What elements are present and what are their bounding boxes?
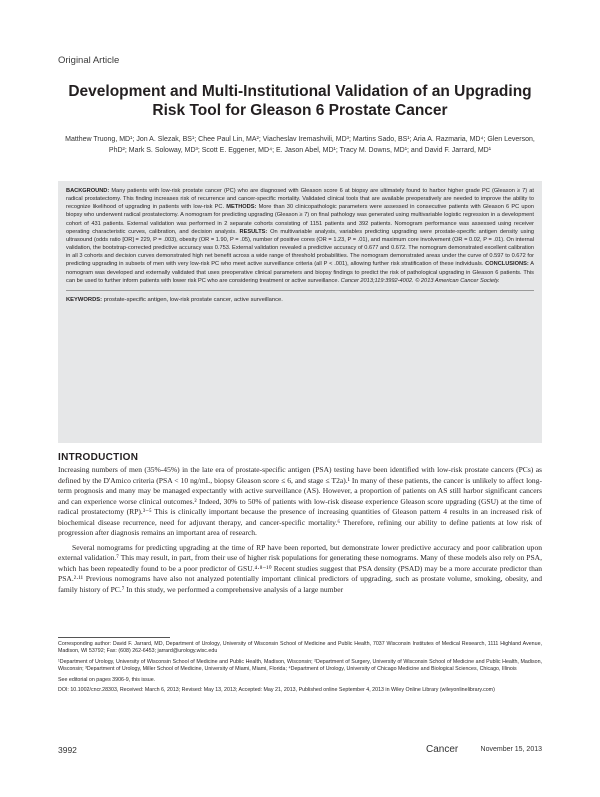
journal-name: Cancer <box>426 744 459 755</box>
abstract-conclusions-label: CONCLUSIONS: <box>485 261 529 268</box>
doi-note: DOI: 10.1002/cncr.28303, Received: March 6, 2013; Revised: May 13, 2013; Accepted: May 21, 2013, Published online September 4, 2013 in Wiley Online Library (wileyonlinelibrary.com) <box>58 687 495 694</box>
issue-date: November 15, 2013 <box>480 746 542 753</box>
keywords-text: prostate-specific antigen, low-risk prostate cancer, active surveillance. <box>103 296 283 303</box>
author-list: Matthew Truong, MD¹; Jon A. Slezak, BS¹; Chee Paul Lin, MA²; Viacheslav Iremashvili, MD³; Martins Sado, BS¹; Aria A. Razmaria, MD⁴; Glen Leverson, PhD²; Mark S. Soloway, MD³; Scott E. Eggener, MD⁴; E. Jason Abel, MD¹; Tracy M. Downs, MD¹; and David F. Jarrard, MD¹ <box>65 136 535 154</box>
introduction-heading: INTRODUCTION <box>58 452 139 463</box>
abstract-text <box>66 187 534 285</box>
introduction-paragraph-1: Increasing numbers of men (35%-45%) in the late era of prostate-specific antigen (PSA) testing have been identified with low-risk prostate cancers (PCs) as defined by the D'Amico criteria (PSA < 10 ng/mL, biopsy Gleason score ≤ 6, and stage ≤ T2a).¹ In many of these patients, the cancer is unlikely to affect long-term prognosis and many may be managed expectantly with active surveillance (AS). However, a proportion of patients on AS still harbor significant cancers and can experience worse clinical outcomes.² Indeed, 30% to 50% of patients with low-risk disease experience Gleason score upgrading (GSU) at the time of radical prostatectomy (RP).³⁻⁵ This is clinically important because the presence of increasing quantities of Gleason pattern 4 results in an increased risk of biochemical disease recurrence, need for adjuvant therapy, and cancer-specific mortality.⁶ Therefore, refining our ability to define patients at low risk of progression after diagnosis remains an important area of research. <box>58 465 542 537</box>
editorial-note: See editorial on pages 3906-9, this issue. <box>58 676 156 683</box>
page-number: 3992 <box>58 745 77 755</box>
introduction-paragraph-2: Several nomograms for predicting upgrading at the time of RP have been reported, but demonstrate lower predictive accuracy and poor calibration upon external validation.⁷ This may result, in part, from their use of higher risk populations for generating these nomograms. Many of these models also rely on PSA, which has been repeatedly found to be a poor predictor of GSU.⁴·⁸⁻¹⁰ Recent studies suggest that PSA density (PSAD) may be a more accurate predictor than PSA.²·¹¹ Previous nomograms have also not analyzed potentially important clinical predictors of upgrading, such as prostate volume, smoking, obesity, and family history of PC.⁷ In this study, we performed a comprehensive analysis of a large number <box>58 542 542 594</box>
footnotes <box>58 641 542 697</box>
abstract-methods: More than 30 clinicopathologic parameters were assessed in consecutive patients with Gleason 6 PC upon biopsy who underwent radical prostatectomy. A nomogram for predicting upgrading (Gleason ≥ 7) on final pathology was generated using multivariable logistic regression in a development cohort of 431 patients. External validation was performed in 2 separate cohorts consisting of 1151 patients and 392 patients. Nomogram performance was assessed using receiver operating characteristic curves, calibration, and decision analysis. <box>66 204 534 235</box>
abstract-methods-label: METHODS: <box>226 204 257 211</box>
article-title: Development and Multi-Institutional Validation of an Upgrading Risk Tool for Gleason 6 Prostate Cancer <box>68 83 532 119</box>
introduction-body <box>58 465 542 595</box>
abstract-citation: Cancer 2013;119:3992-4002. © 2013 American Cancer Society. <box>340 277 500 284</box>
abstract-background: Many patients with low-risk prostate cancer (PC) who are diagnosed with Gleason score 6 at biopsy are ultimately found to harbor higher grade PC (Gleason ≥ 7) at radical prostatectomy. This finding increases risk of recurrence and cancer-specific mortality. Validated clinical tools that are available preoperatively are needed to improve the ability to recognize likelihood of upgrading in patients with low-risk PC. <box>66 188 534 211</box>
corresponding-author-note: Corresponding author: David F. Jarrard, MD, Department of Urology, University of Wisconsin School of Medicine and Public Health, 7037 Wisconsin Institutes of Medical Research, 1111 Highland Avenue, Madison, WI 53792; Fax: (608) 262-6453; jarrard@urology.wisc.edu <box>58 641 542 655</box>
page-footer <box>58 745 542 757</box>
abstract-conclusions: A nomogram was developed and externally validated that uses preoperative clinical parameters and biopsy findings to predict the risk of pathological upgrading in Gleason 6 patients. This can be used to further inform patients with lower risk PC who are considering treatment or active surveillance. <box>66 261 534 284</box>
footnote-divider <box>58 637 170 638</box>
abstract-background-label: BACKGROUND: <box>66 188 110 194</box>
affiliations-note: ¹Department of Urology, University of Wisconsin School of Medicine and Public Health, Madison, Wisconsin; ²Department of Surgery, University of Wisconsin School of Medicine and Public Health, Madison, Wisconsin; ³Department of Urology, Miller School of Medicine, University of Miami, Miami, Florida; ⁴Department of Urology, University of Chicago Medicine and Biological Sciences, Chicago, Illinois <box>58 658 542 673</box>
abstract-divider <box>66 290 534 291</box>
keywords-label: KEYWORDS: <box>66 296 103 303</box>
abstract-results: On multivariable analysis, variables predicting upgrading were prostate-specific antigen density using ultrasound (odds ratio [OR] = 229, P = .003), obesity (OR = 1.90, P = .05), number of positive cores (OR = 1.23, P = .01), and maximum core involvement (OR = 0.02, P = .01). On internal validation, the bootstrap-corrected predictive accuracy was 0.753. External validation revealed a predictive accuracy of 0.677 and 0.672. The nomogram demonstrated excellent calibration in all 3 cohorts and decision curves demonstrated high net benefit across a wide range of threshold probabilities. The nomogram demonstrated areas under the curve of 0.597 to 0.672 for predicting upgrading in subsets of men with very low-risk PC who meet active surveillance criteria (all P < .001), allowing further risk stratification of these individuals. <box>66 228 534 268</box>
article-type-label: Original Article <box>58 55 120 66</box>
abstract-results-label: RESULTS: <box>239 228 268 235</box>
keywords-line <box>66 296 534 304</box>
abstract-box <box>58 181 542 443</box>
